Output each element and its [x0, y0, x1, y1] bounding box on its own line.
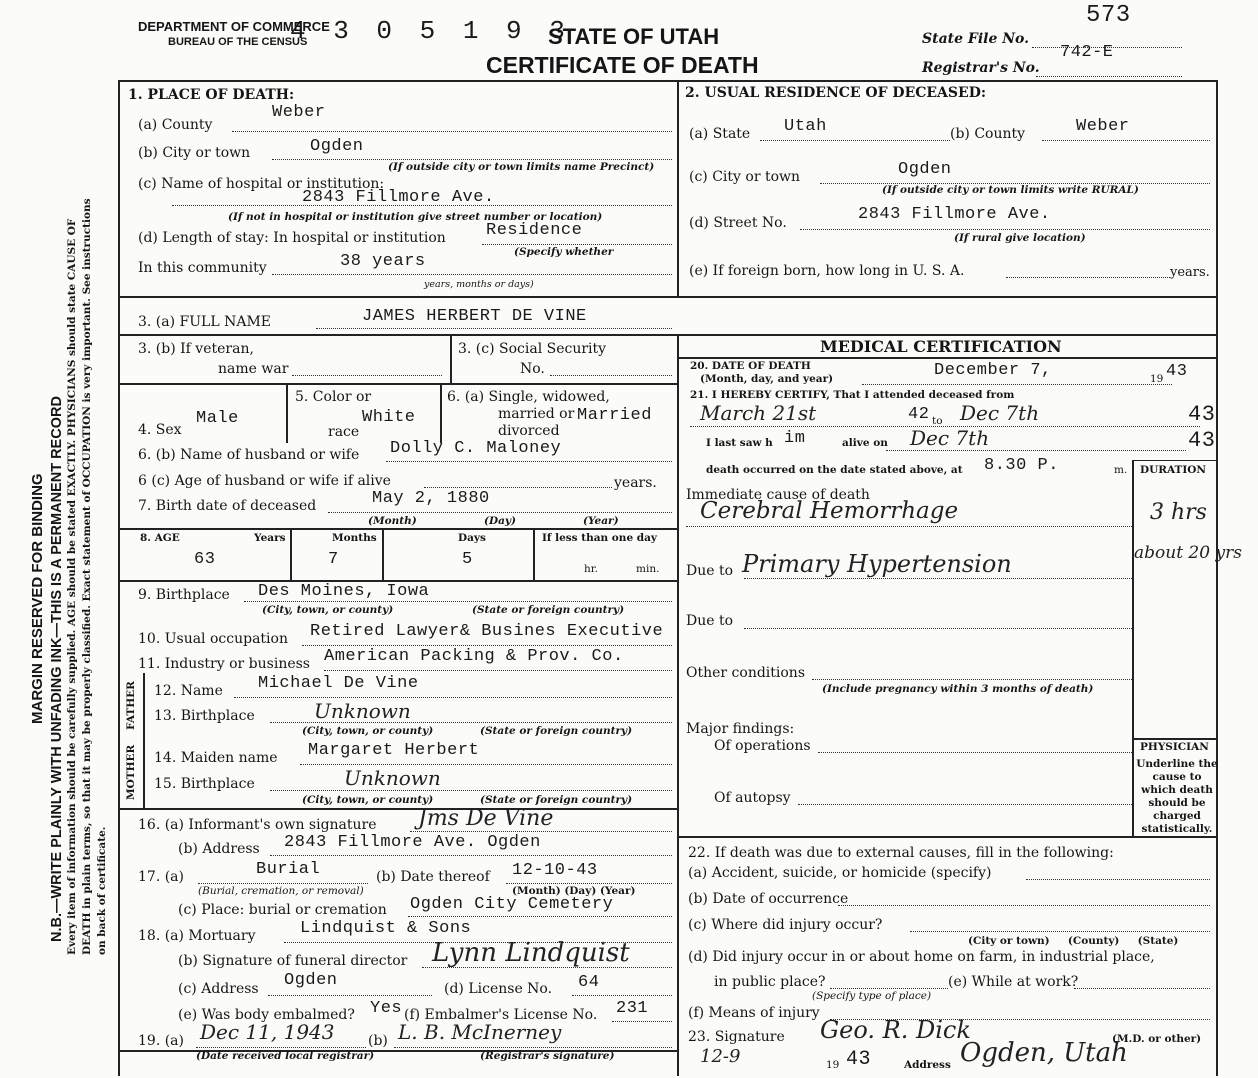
birth-date-value: May 2, 1880	[372, 489, 490, 508]
physician-signature: Geo. R. Dick	[820, 1016, 971, 1044]
alive-on-label: alive on	[842, 437, 888, 449]
social-security-label: 3. (c) Social Security	[458, 341, 607, 357]
informant-address-value: 2843 Fillmore Ave. Ogden	[284, 833, 541, 852]
embalmed-label: (e) Was body embalmed?	[178, 1007, 355, 1023]
residence-county-label: (b) County	[950, 126, 1026, 142]
residence-street-label: (d) Street No.	[689, 215, 787, 231]
residence-heading: 2. USUAL RESIDENCE OF DECEASED:	[685, 85, 987, 101]
age-hr-label: hr.	[584, 563, 598, 575]
funeral-director-signature: Lynn Lindquist	[432, 938, 630, 968]
age-years-label: Years	[254, 532, 286, 544]
spouse-age-label: 6 (c) Age of husband or wife if alive	[138, 473, 391, 489]
mother-birthplace-value: Unknown	[344, 766, 441, 790]
signature-address-label: Address	[904, 1059, 951, 1071]
physician-heading: PHYSICIAN	[1140, 741, 1209, 753]
marital-label-3: divorced	[498, 423, 560, 439]
funeral-director-label: (b) Signature of funeral director	[178, 953, 408, 969]
dept-label: DEPARTMENT OF COMMERCE	[138, 19, 330, 34]
date-of-death-value: December 7,	[934, 361, 1052, 380]
mother-maiden-label: 14. Maiden name	[154, 750, 278, 766]
sex-label: 4. Sex	[138, 422, 182, 438]
birthplace-state-note: (State or foreign country)	[472, 604, 625, 616]
physician-note: Underline the cause to which death should be charged statistically.	[1136, 758, 1218, 835]
father-birthplace-value: Unknown	[314, 699, 411, 723]
certify-label: 21. I HEREBY CERTIFY, That I attended deceased from	[690, 389, 1015, 401]
place-hospital-label: (c) Name of hospital or institution:	[138, 176, 385, 192]
residence-city-note: (If outside city or town limits write RURAL)	[882, 184, 1139, 196]
place-city-note: (If outside city or town limits name Precinct)	[388, 161, 655, 173]
license-value: 64	[578, 973, 600, 992]
occurred-m: m.	[1114, 464, 1128, 476]
date-of-death-19: 19	[1150, 373, 1164, 385]
margin-write-plainly: N.B.—WRITE PLAINLY WITH UNFADING INK—THIS IS A PERMANENT RECORD	[49, 396, 65, 942]
industry-label: 11. Industry or business	[138, 656, 310, 672]
signature-label: 23. Signature	[688, 1029, 785, 1045]
burial-date-label: (b) Date thereof	[376, 869, 490, 885]
residence-state-label: (a) State	[689, 126, 751, 142]
occupation-value: Retired Lawyer& Busines Executive	[310, 622, 664, 641]
age-months-label: Months	[332, 532, 377, 544]
birthplace-label: 9. Birthplace	[138, 587, 230, 603]
date-received-label: 19. (a)	[138, 1033, 184, 1049]
signature-address: Ogden, Utah	[960, 1038, 1128, 1068]
burial-date-note: (Month) (Day) (Year)	[512, 885, 636, 897]
margin-instructions-2: DEATH in plain terms, so that it may be properly classified. Exact statement of OCCUPATION is very important. See instructions	[81, 198, 93, 955]
residence-foreign-label: (e) If foreign born, how long in U. S. A.	[689, 263, 965, 279]
occurred-label: death occurred on the date stated above, at	[706, 464, 963, 476]
father-name-label: 12. Name	[154, 683, 223, 699]
certificate-title: CERTIFICATE OF DEATH	[486, 52, 759, 78]
less-than-day-label: If less than one day	[542, 532, 658, 544]
attended-to-label: to	[932, 415, 943, 427]
immediate-cause-value: Cerebral Hemorrhage	[700, 498, 959, 524]
margin-instructions-3: on back of certificate.	[96, 826, 108, 955]
place-county-value: Weber	[272, 103, 326, 122]
registrar-sig-note: (Registrar's signature)	[480, 1050, 615, 1062]
full-name-label: 3. (a) FULL NAME	[138, 314, 271, 330]
major-findings-label: Major findings:	[686, 721, 795, 737]
mortuary-address-label: (c) Address	[178, 981, 259, 997]
occupation-label: 10. Usual occupation	[138, 631, 288, 647]
place-hospital-value: 2843 Fillmore Ave.	[302, 188, 495, 207]
external-c-note: (City or town) (County) (State)	[968, 935, 1179, 947]
place-county-label: (a) County	[138, 117, 213, 133]
external-c: (c) Where did injury occur?	[688, 917, 883, 933]
duration-label: DURATION	[1140, 464, 1207, 476]
full-name-value: JAMES HERBERT DE VINE	[362, 307, 587, 326]
registrars-no-value: 742-E	[1060, 43, 1114, 62]
attended-from-year: 42	[908, 405, 930, 424]
registrars-no-label: Registrar's No.	[922, 60, 1040, 76]
residence-city-value: Ogden	[898, 160, 952, 179]
license-label: (d) License No.	[444, 981, 553, 997]
external-a: (a) Accident, suicide, or homicide (specify)	[688, 865, 992, 881]
birthplace-value: Des Moines, Iowa	[258, 582, 430, 601]
father-birthplace-label: 13. Birthplace	[154, 708, 255, 724]
place-stay-value: Residence	[486, 221, 583, 240]
place-of-death-heading: 1. PLACE OF DEATH:	[128, 87, 295, 103]
burial-label: 17. (a)	[138, 869, 184, 885]
burial-value: Burial	[256, 860, 321, 879]
age-months-value: 7	[328, 550, 339, 569]
date-received-note: (Date received local registrar)	[196, 1050, 375, 1062]
color-label: 5. Color or	[295, 389, 372, 405]
informant-address-label: (b) Address	[178, 841, 260, 857]
social-security-no-label: No.	[520, 361, 545, 377]
serial-number: 4 3 0 5 1 9 3	[290, 16, 571, 46]
due-to-2-label: Due to	[686, 613, 734, 629]
autopsy-label: Of autopsy	[714, 790, 791, 806]
birth-day-note: (Day)	[484, 515, 516, 527]
external-d: (d) Did injury occur in or about home on farm, in industrial place,	[688, 949, 1155, 965]
place-city-label: (b) City or town	[138, 145, 251, 161]
age-days-value: 5	[462, 550, 473, 569]
informant-signature-label: 16. (a) Informant's own signature	[138, 817, 377, 833]
mother-birthplace-state-note: (State or foreign country)	[480, 794, 633, 806]
burial-date-value: 12-10-43	[512, 861, 598, 880]
race-value: White	[362, 408, 416, 427]
spouse-label: 6. (b) Name of husband or wife	[138, 447, 360, 463]
place-community-value: 38 years	[340, 252, 426, 271]
race-label: race	[328, 424, 360, 440]
mortuary-label: 18. (a) Mortuary	[138, 928, 256, 944]
external-d2: in public place?	[714, 974, 826, 990]
state-file-label: State File No.	[922, 31, 1030, 47]
last-saw-label: I last saw h	[706, 437, 773, 449]
father-birthplace-state-note: (State or foreign country)	[480, 725, 633, 737]
date-received-value: Dec 11, 1943	[200, 1020, 335, 1044]
residence-city-label: (c) City or town	[689, 169, 801, 185]
war-label: name war	[218, 361, 289, 377]
industry-value: American Packing & Prov. Co.	[324, 647, 624, 666]
registrar-signature: L. B. McInerney	[398, 1020, 562, 1044]
marital-label-2: married or	[498, 406, 575, 422]
age-label: 8. AGE	[140, 532, 180, 544]
embalmer-license-label: (f) Embalmer's License No.	[404, 1007, 598, 1023]
last-saw-year: 43	[1188, 428, 1216, 453]
birth-year-note: (Year)	[583, 515, 619, 527]
state-title: STATE OF UTAH	[548, 24, 720, 49]
place-community-note: years, months or days)	[424, 279, 534, 290]
birth-month-note: (Month)	[368, 515, 417, 527]
due-to-1-duration: about 20 yrs	[1134, 543, 1242, 563]
residence-street-value: 2843 Fillmore Ave.	[858, 205, 1051, 224]
mortuary-address-value: Ogden	[284, 971, 338, 990]
spouse-value: Dolly C. Maloney	[390, 439, 562, 458]
sex-value: Male	[196, 409, 239, 428]
margin-binding: MARGIN RESERVED FOR BINDING	[29, 473, 46, 724]
place-hospital-note: (If not in hospital or institution give street number or location)	[228, 211, 603, 223]
embalmed-value: Yes	[370, 999, 403, 1018]
place-city-value: Ogden	[310, 137, 364, 156]
embalmer-license-value: 231	[616, 999, 649, 1018]
veteran-label: 3. (b) If veteran,	[138, 341, 254, 357]
bureau-label: BUREAU OF THE CENSUS	[168, 36, 308, 48]
immediate-cause-duration: 3 hrs	[1150, 500, 1207, 525]
residence-state-value: Utah	[784, 117, 827, 136]
place-specify-note: (Specify whether	[514, 246, 614, 258]
attended-from: March 21st	[700, 401, 817, 425]
due-to-1-label: Due to	[686, 563, 734, 579]
external-b: (b) Date of occurrence	[688, 891, 849, 907]
spouse-age-years: years.	[614, 475, 657, 491]
due-to-1-value: Primary Hypertension	[742, 550, 1012, 578]
state-file-value: 573	[1086, 2, 1131, 29]
burial-note: (Burial, cremation, or removal)	[198, 885, 364, 897]
date-of-death-note: (Month, day, and year)	[700, 373, 834, 385]
informant-signature: Jms De Vine	[418, 806, 554, 831]
signature-date-19: 19	[826, 1059, 840, 1071]
burial-place-label: (c) Place: burial or cremation	[178, 902, 387, 918]
operations-label: Of operations	[714, 738, 811, 754]
external-f: (f) Means of injury	[688, 1005, 820, 1021]
age-days-label: Days	[458, 532, 486, 544]
external-while-at-work: (e) While at work?	[948, 974, 1079, 990]
place-stay-label: (d) Length of stay: In hospital or institution	[138, 230, 446, 246]
signature-date: 12-9	[700, 1046, 741, 1067]
marital-value: Married	[577, 406, 652, 425]
other-conditions-note: (Include pregnancy within 3 months of death)	[822, 683, 1094, 695]
age-min-label: min.	[636, 563, 660, 575]
signature-year: 43	[846, 1048, 872, 1071]
external-d2-note: (Specify type of place)	[812, 990, 932, 1002]
margin-instructions-1: Every item of information should be carefully supplied. AGE should be stated EXACTLY. PHYSICIANS should state CAUSE OF	[66, 218, 78, 955]
occurred-time: 8.30 P.	[984, 456, 1059, 475]
md-label: (M.D. or other)	[1112, 1033, 1202, 1045]
marital-label: 6. (a) Single, widowed,	[447, 389, 610, 405]
residence-county-value: Weber	[1076, 117, 1130, 136]
date-of-death-year: 43	[1166, 362, 1188, 381]
registrar-sig-label: (b)	[368, 1033, 388, 1049]
burial-place-value: Ogden City Cemetery	[410, 895, 614, 914]
last-saw-him: im	[784, 429, 806, 448]
other-conditions-label: Other conditions	[686, 665, 806, 681]
mortuary-value: Lindquist & Sons	[300, 919, 472, 938]
mother-maiden-value: Margaret Herbert	[308, 741, 480, 760]
attended-to: Dec 7th	[960, 401, 1040, 425]
birth-date-label: 7. Birth date of deceased	[138, 498, 317, 514]
place-community-label: In this community	[138, 260, 267, 276]
attended-to-year: 43	[1188, 402, 1216, 427]
birthplace-city-note: (City, town, or county)	[262, 604, 394, 616]
external-heading: 22. If death was due to external causes, fill in the following:	[688, 845, 1114, 861]
residence-street-note: (If rural give location)	[954, 232, 1086, 244]
medical-heading: MEDICAL CERTIFICATION	[820, 337, 1062, 356]
immediate-cause-label: Immediate cause of death	[686, 487, 870, 503]
mother-birthplace-city-note: (City, town, or county)	[302, 794, 434, 806]
father-birthplace-city-note: (City, town, or county)	[302, 725, 434, 737]
last-saw-date: Dec 7th	[910, 426, 990, 450]
mother-side-label: MOTHER	[125, 744, 137, 800]
father-side-label: FATHER	[125, 681, 137, 730]
mother-birthplace-label: 15. Birthplace	[154, 776, 255, 792]
residence-years-label: years.	[1170, 265, 1210, 280]
date-of-death-label: 20. DATE OF DEATH	[690, 360, 811, 372]
father-name-value: Michael De Vine	[258, 674, 419, 693]
age-years-value: 63	[194, 550, 216, 569]
